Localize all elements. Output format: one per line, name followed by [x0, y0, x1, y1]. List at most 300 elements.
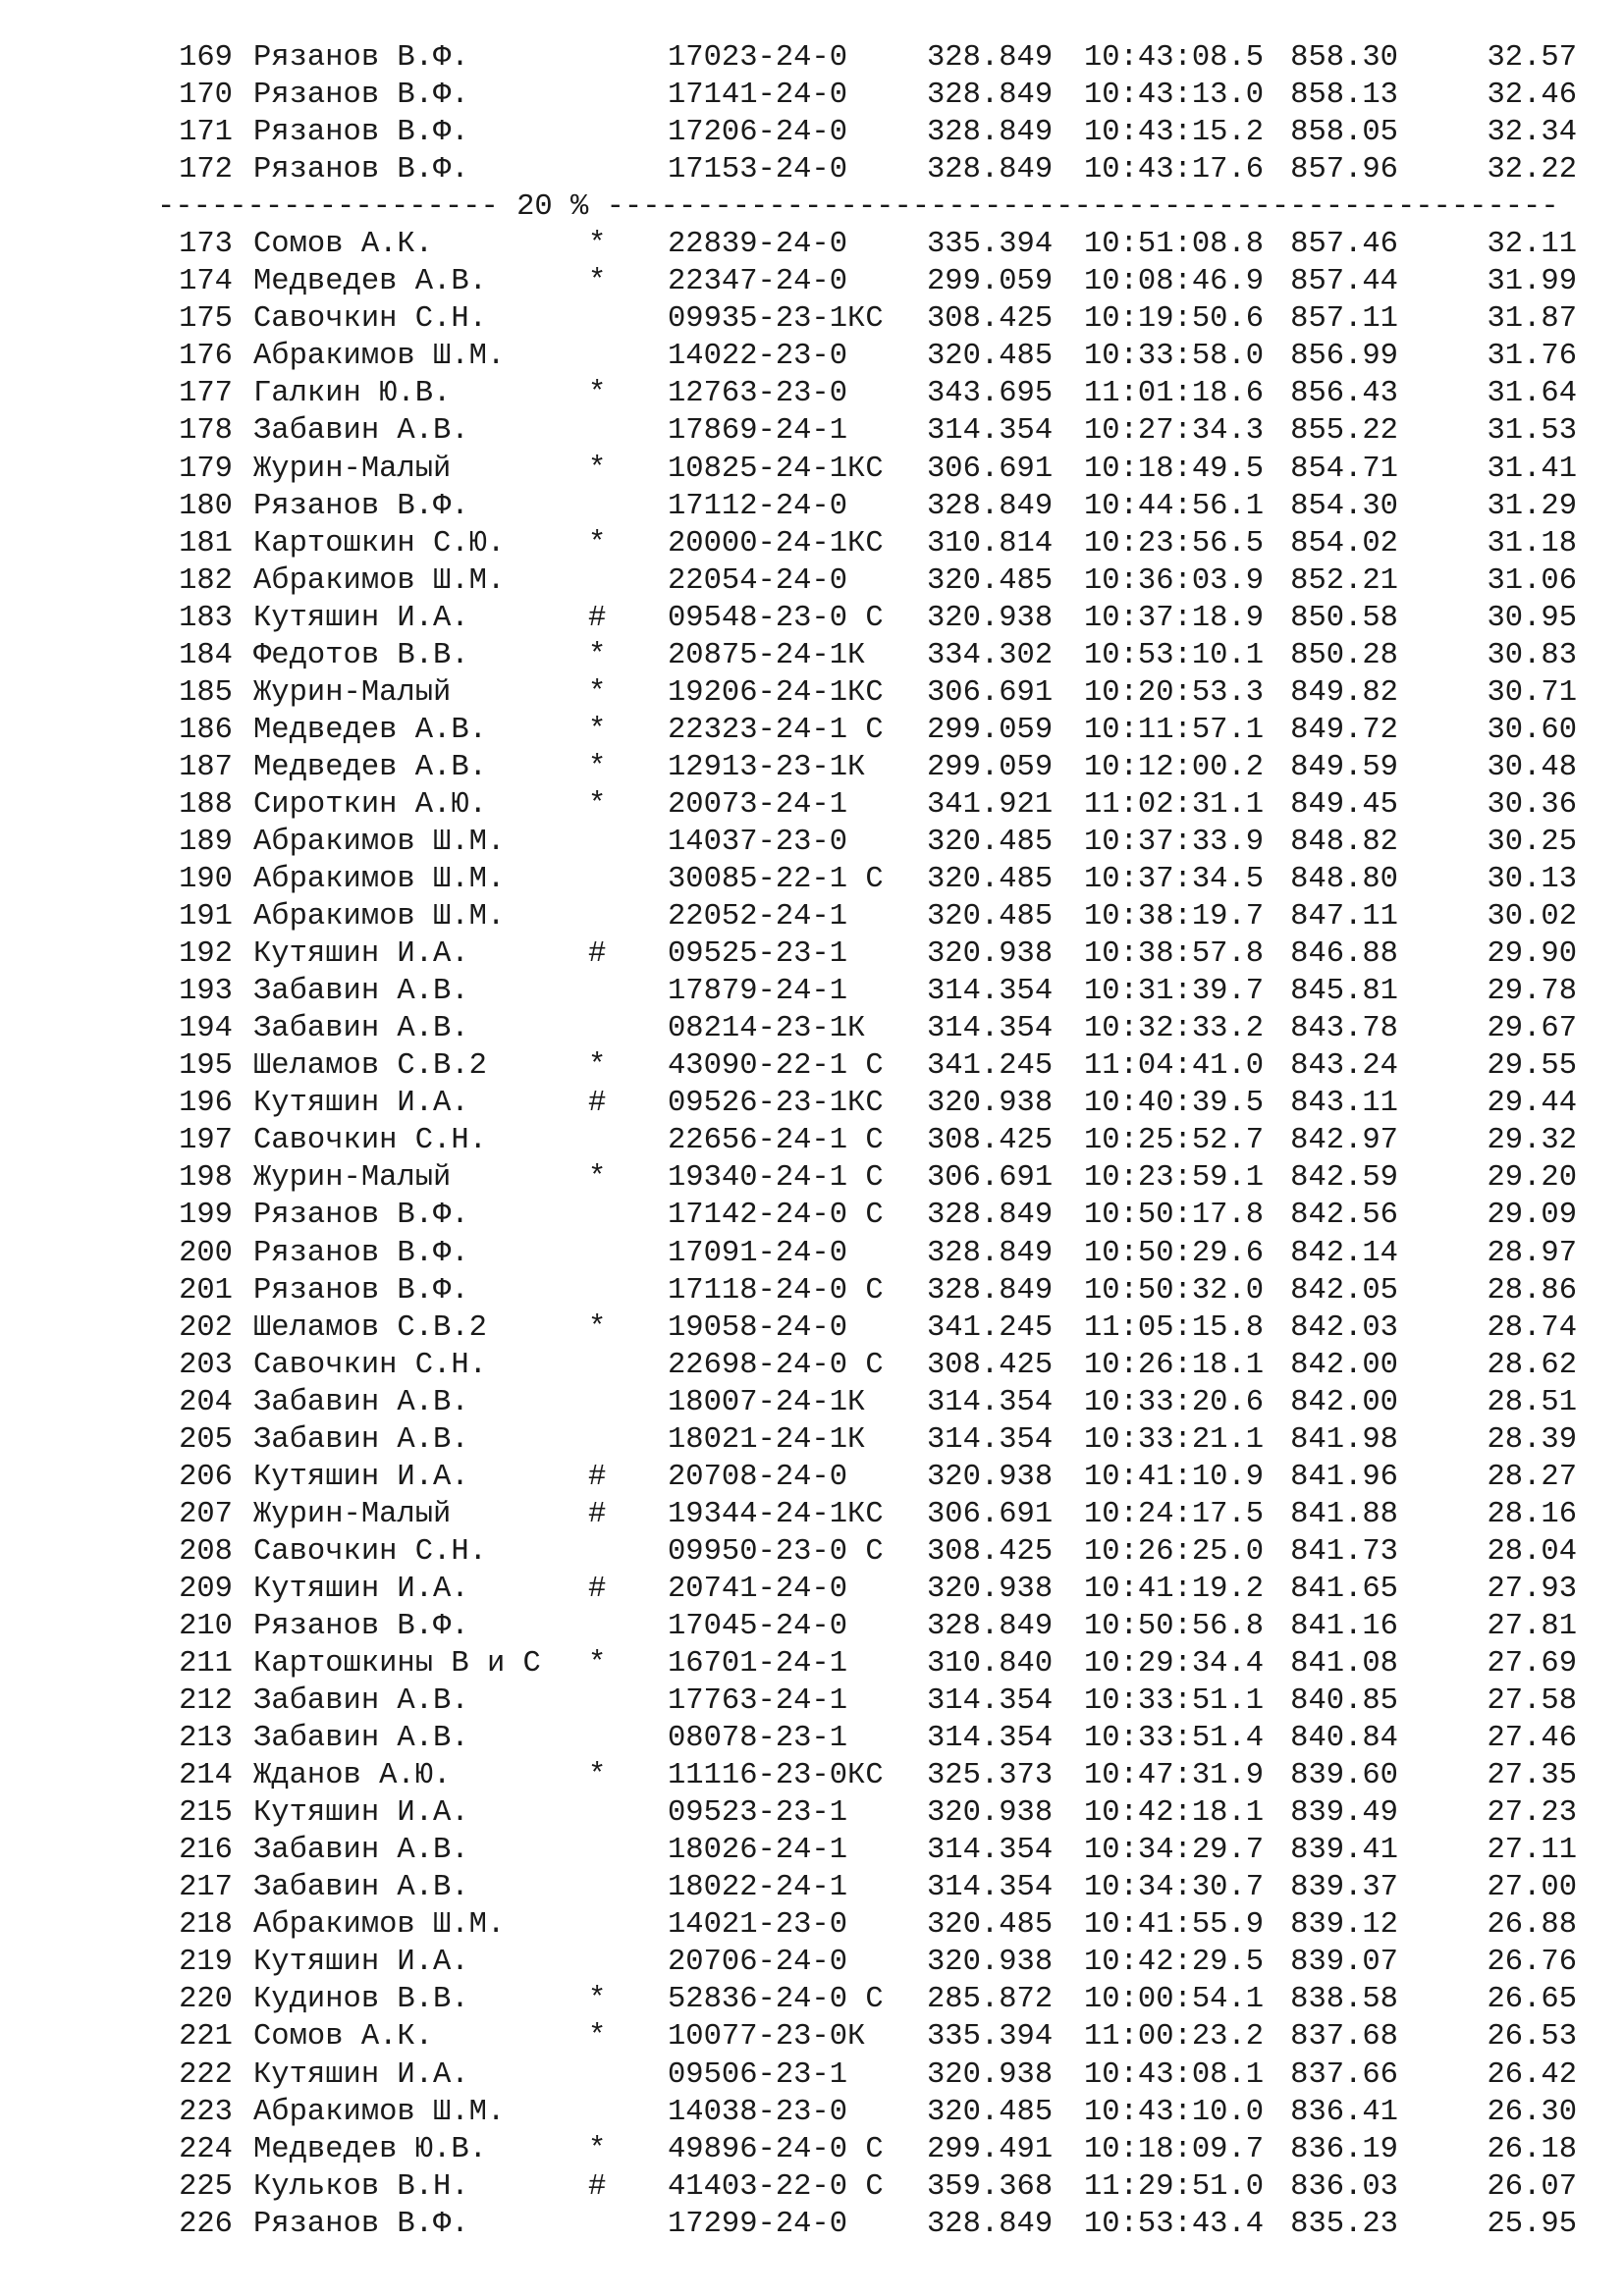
- rank-cell: 221: [179, 2020, 233, 2055]
- fancier-name-cell: Абракимов Ш.М.: [253, 1908, 506, 1943]
- result-row: [0, 1159, 1624, 1197]
- fancier-name-cell: Кудинов В.В.: [253, 1983, 469, 2017]
- ring-number-cell: 18022-24-1: [668, 1871, 848, 1905]
- ring-number-cell: 17299-24-0: [668, 2207, 848, 2241]
- arrival-time-cell: 10:38:57.8: [1084, 937, 1265, 972]
- fancier-name-cell: Журин-Малый: [253, 452, 452, 486]
- distance-cell: 328.849: [927, 79, 1054, 113]
- arrival-time-cell: 10:25:52.7: [1084, 1124, 1265, 1158]
- points-cell: 27.46: [1487, 1722, 1577, 1756]
- arrival-time-cell: 10:43:10.0: [1084, 2095, 1265, 2129]
- points-cell: 29.90: [1487, 937, 1577, 972]
- mark-cell: #: [588, 601, 607, 635]
- distance-cell: 308.425: [927, 1348, 1054, 1382]
- mark-cell: #: [588, 1087, 607, 1121]
- rank-cell: 185: [179, 675, 233, 710]
- points-cell: 28.16: [1487, 1497, 1577, 1531]
- mark-cell: *: [588, 1310, 607, 1345]
- rank-cell: 179: [179, 452, 233, 486]
- fancier-name-cell: Забавин А.В.: [253, 1871, 469, 1905]
- rank-cell: 193: [179, 975, 233, 1009]
- result-row: [0, 1235, 1624, 1272]
- speed-cell: 850.58: [1290, 601, 1398, 635]
- distance-cell: 320.938: [927, 1946, 1054, 1980]
- distance-cell: 306.691: [927, 1161, 1054, 1196]
- mark-cell: *: [588, 2132, 607, 2166]
- rank-cell: 209: [179, 1572, 233, 1606]
- distance-cell: 314.354: [927, 1834, 1054, 1868]
- points-cell: 31.76: [1487, 340, 1577, 374]
- arrival-time-cell: 10:44:56.1: [1084, 489, 1265, 523]
- rank-cell: 207: [179, 1497, 233, 1531]
- speed-cell: 849.72: [1290, 713, 1398, 747]
- rank-cell: 198: [179, 1161, 233, 1196]
- fancier-name-cell: Рязанов В.Ф.: [253, 2207, 469, 2241]
- points-cell: 27.00: [1487, 1871, 1577, 1905]
- fancier-name-cell: Абракимов Ш.М.: [253, 563, 506, 598]
- points-cell: 29.55: [1487, 1049, 1577, 1084]
- result-row: [0, 600, 1624, 637]
- distance-cell: 308.425: [927, 1534, 1054, 1569]
- fancier-name-cell: Медведев А.В.: [253, 750, 487, 784]
- arrival-time-cell: 10:00:54.1: [1084, 1983, 1265, 2017]
- ring-number-cell: 10077-23-0К: [668, 2020, 866, 2055]
- fancier-name-cell: Кутяшин И.А.: [253, 937, 469, 972]
- distance-cell: 335.394: [927, 2020, 1054, 2055]
- distance-cell: 320.938: [927, 1796, 1054, 1831]
- ring-number-cell: 11116-23-0КС: [668, 1759, 884, 1793]
- rank-cell: 206: [179, 1460, 233, 1494]
- result-row: [0, 1608, 1624, 1645]
- arrival-time-cell: 10:50:17.8: [1084, 1199, 1265, 1233]
- distance-cell: 328.849: [927, 1609, 1054, 1643]
- rank-cell: 175: [179, 302, 233, 337]
- arrival-time-cell: 11:00:23.2: [1084, 2020, 1265, 2055]
- ring-number-cell: 22839-24-0: [668, 228, 848, 262]
- arrival-time-cell: 10:33:51.4: [1084, 1722, 1265, 1756]
- distance-cell: 359.368: [927, 2169, 1054, 2204]
- arrival-time-cell: 11:29:51.0: [1084, 2169, 1265, 2204]
- fancier-name-cell: Забавин А.В.: [253, 1684, 469, 1719]
- rank-cell: 218: [179, 1908, 233, 1943]
- speed-cell: 841.98: [1290, 1422, 1398, 1457]
- arrival-time-cell: 10:24:17.5: [1084, 1497, 1265, 1531]
- distance-cell: 299.059: [927, 713, 1054, 747]
- ring-number-cell: 16701-24-1: [668, 1647, 848, 1682]
- fancier-name-cell: Савочкин С.Н.: [253, 1534, 487, 1569]
- arrival-time-cell: 10:50:56.8: [1084, 1609, 1265, 1643]
- rank-cell: 173: [179, 228, 233, 262]
- arrival-time-cell: 10:20:53.3: [1084, 675, 1265, 710]
- points-cell: 28.51: [1487, 1385, 1577, 1419]
- fancier-name-cell: Забавин А.В.: [253, 975, 469, 1009]
- arrival-time-cell: 11:02:31.1: [1084, 787, 1265, 822]
- points-cell: 31.06: [1487, 563, 1577, 598]
- distance-cell: 334.302: [927, 638, 1054, 672]
- ring-number-cell: 18007-24-1К: [668, 1385, 866, 1419]
- distance-cell: 285.872: [927, 1983, 1054, 2017]
- arrival-time-cell: 10:43:13.0: [1084, 79, 1265, 113]
- ring-number-cell: 20741-24-0: [668, 1572, 848, 1606]
- rank-cell: 182: [179, 563, 233, 598]
- distance-cell: 320.485: [927, 900, 1054, 934]
- ring-number-cell: 17879-24-1: [668, 975, 848, 1009]
- arrival-time-cell: 10:34:30.7: [1084, 1871, 1265, 1905]
- arrival-time-cell: 10:26:18.1: [1084, 1348, 1265, 1382]
- speed-cell: 846.88: [1290, 937, 1398, 972]
- ring-number-cell: 17141-24-0: [668, 79, 848, 113]
- ring-number-cell: 19340-24-1 С: [668, 1161, 884, 1196]
- distance-cell: 320.485: [927, 563, 1054, 598]
- ring-number-cell: 09525-23-1: [668, 937, 848, 972]
- result-row: [0, 1384, 1624, 1421]
- result-row: [0, 412, 1624, 450]
- points-cell: 31.29: [1487, 489, 1577, 523]
- speed-cell: 858.05: [1290, 116, 1398, 150]
- ring-number-cell: 19206-24-1КС: [668, 675, 884, 710]
- arrival-time-cell: 10:41:19.2: [1084, 1572, 1265, 1606]
- distance-cell: 320.485: [927, 825, 1054, 859]
- ring-number-cell: 18026-24-1: [668, 1834, 848, 1868]
- rank-cell: 202: [179, 1310, 233, 1345]
- distance-cell: 328.849: [927, 1236, 1054, 1270]
- mark-cell: *: [588, 750, 607, 784]
- arrival-time-cell: 10:43:17.6: [1084, 153, 1265, 187]
- fancier-name-cell: Забавин А.В.: [253, 1422, 469, 1457]
- points-cell: 26.65: [1487, 1983, 1577, 2017]
- points-cell: 27.11: [1487, 1834, 1577, 1868]
- fancier-name-cell: Рязанов В.Ф.: [253, 79, 469, 113]
- result-row: [0, 1010, 1624, 1047]
- points-cell: 28.27: [1487, 1460, 1577, 1494]
- ring-number-cell: 12913-23-1К: [668, 750, 866, 784]
- points-cell: 32.46: [1487, 79, 1577, 113]
- points-cell: 32.57: [1487, 41, 1577, 75]
- points-cell: 26.88: [1487, 1908, 1577, 1943]
- fancier-name-cell: Кутяшин И.А.: [253, 1946, 469, 1980]
- result-row: [0, 1832, 1624, 1869]
- points-cell: 31.99: [1487, 265, 1577, 299]
- arrival-time-cell: 10:18:09.7: [1084, 2132, 1265, 2166]
- rank-cell: 183: [179, 601, 233, 635]
- distance-cell: 314.354: [927, 1422, 1054, 1457]
- result-row: [0, 1794, 1624, 1832]
- rank-cell: 177: [179, 377, 233, 411]
- speed-cell: 839.37: [1290, 1871, 1398, 1905]
- arrival-time-cell: 10:12:00.2: [1084, 750, 1265, 784]
- arrival-time-cell: 10:23:59.1: [1084, 1161, 1265, 1196]
- result-row: [0, 1085, 1624, 1122]
- rank-cell: 204: [179, 1385, 233, 1419]
- ring-number-cell: 20706-24-0: [668, 1946, 848, 1980]
- result-row: [0, 824, 1624, 861]
- fancier-name-cell: Журин-Малый: [253, 675, 452, 710]
- result-row: [0, 1533, 1624, 1571]
- points-cell: 30.25: [1487, 825, 1577, 859]
- result-row: [0, 1272, 1624, 1309]
- distance-cell: 328.849: [927, 116, 1054, 150]
- ring-number-cell: 52836-24-0 С: [668, 1983, 884, 2017]
- ring-number-cell: 08078-23-1: [668, 1722, 848, 1756]
- distance-cell: 314.354: [927, 1012, 1054, 1046]
- points-cell: 30.36: [1487, 787, 1577, 822]
- ring-number-cell: 22347-24-0: [668, 265, 848, 299]
- speed-cell: 843.78: [1290, 1012, 1398, 1046]
- fancier-name-cell: Медведев А.В.: [253, 265, 487, 299]
- ring-number-cell: 09523-23-1: [668, 1796, 848, 1831]
- result-row: [0, 263, 1624, 300]
- result-row: [0, 1047, 1624, 1085]
- speed-cell: 841.16: [1290, 1609, 1398, 1643]
- rank-cell: 190: [179, 863, 233, 897]
- result-row: [0, 749, 1624, 786]
- speed-cell: 856.99: [1290, 340, 1398, 374]
- result-row: [0, 786, 1624, 824]
- arrival-time-cell: 10:36:03.9: [1084, 563, 1265, 598]
- distance-cell: 335.394: [927, 228, 1054, 262]
- ring-number-cell: 49896-24-0 С: [668, 2132, 884, 2166]
- mark-cell: *: [588, 1161, 607, 1196]
- result-row: [0, 375, 1624, 412]
- result-row: [0, 1720, 1624, 1757]
- speed-cell: 841.73: [1290, 1534, 1398, 1569]
- distance-cell: 343.695: [927, 377, 1054, 411]
- arrival-time-cell: 10:38:19.7: [1084, 900, 1265, 934]
- rank-cell: 215: [179, 1796, 233, 1831]
- speed-cell: 857.44: [1290, 265, 1398, 299]
- arrival-time-cell: 10:43:08.5: [1084, 41, 1265, 75]
- fancier-name-cell: Кутяшин И.А.: [253, 1796, 469, 1831]
- results-list-top: [0, 39, 1624, 188]
- points-cell: 29.20: [1487, 1161, 1577, 1196]
- speed-cell: 854.71: [1290, 452, 1398, 486]
- ring-number-cell: 14037-23-0: [668, 825, 848, 859]
- fancier-name-cell: Журин-Малый: [253, 1497, 452, 1531]
- ring-number-cell: 18021-24-1К: [668, 1422, 866, 1457]
- result-row: [0, 151, 1624, 188]
- distance-cell: 320.938: [927, 2057, 1054, 2092]
- speed-cell: 858.13: [1290, 79, 1398, 113]
- speed-cell: 841.96: [1290, 1460, 1398, 1494]
- fancier-name-cell: Журин-Малый: [253, 1161, 452, 1196]
- result-row: [0, 637, 1624, 674]
- fancier-name-cell: Савочкин С.Н.: [253, 302, 487, 337]
- distance-cell: 314.354: [927, 1684, 1054, 1719]
- rank-cell: 176: [179, 340, 233, 374]
- points-cell: 28.62: [1487, 1348, 1577, 1382]
- ring-number-cell: 17023-24-0: [668, 41, 848, 75]
- arrival-time-cell: 10:33:21.1: [1084, 1422, 1265, 1457]
- arrival-time-cell: 10:08:46.9: [1084, 265, 1265, 299]
- separator-label: 20 %: [516, 190, 589, 225]
- distance-cell: 314.354: [927, 1722, 1054, 1756]
- ring-number-cell: 43090-22-1 С: [668, 1049, 884, 1084]
- speed-cell: 842.00: [1290, 1385, 1398, 1419]
- ring-number-cell: 17118-24-0 С: [668, 1273, 884, 1308]
- result-row: [0, 226, 1624, 263]
- speed-cell: 850.28: [1290, 638, 1398, 672]
- mark-cell: #: [588, 1572, 607, 1606]
- mark-cell: *: [588, 265, 607, 299]
- ring-number-cell: 09548-23-0 С: [668, 601, 884, 635]
- speed-cell: 856.43: [1290, 377, 1398, 411]
- ring-number-cell: 17206-24-0: [668, 116, 848, 150]
- separator-right-dashes: -----------------------------------------------------: [606, 190, 1559, 225]
- rank-cell: 224: [179, 2132, 233, 2166]
- rank-cell: 217: [179, 1871, 233, 1905]
- fancier-name-cell: Картошкины В и С: [253, 1647, 541, 1682]
- distance-cell: 314.354: [927, 975, 1054, 1009]
- result-row: [0, 1869, 1624, 1906]
- ring-number-cell: 17142-24-0 С: [668, 1199, 884, 1233]
- distance-cell: 308.425: [927, 302, 1054, 337]
- fancier-name-cell: Абракимов Ш.М.: [253, 825, 506, 859]
- fancier-name-cell: Рязанов В.Ф.: [253, 116, 469, 150]
- fancier-name-cell: Сомов А.К.: [253, 2020, 434, 2055]
- rank-cell: 211: [179, 1647, 233, 1682]
- rank-cell: 172: [179, 153, 233, 187]
- result-row: [0, 674, 1624, 712]
- ring-number-cell: 17045-24-0: [668, 1609, 848, 1643]
- arrival-time-cell: 10:19:50.6: [1084, 302, 1265, 337]
- rank-cell: 210: [179, 1609, 233, 1643]
- result-row: [0, 1122, 1624, 1159]
- distance-cell: 320.485: [927, 340, 1054, 374]
- rank-cell: 181: [179, 526, 233, 561]
- speed-cell: 857.46: [1290, 228, 1398, 262]
- result-row: [0, 2094, 1624, 2131]
- mark-cell: *: [588, 526, 607, 561]
- arrival-time-cell: 10:33:58.0: [1084, 340, 1265, 374]
- distance-cell: 320.938: [927, 1572, 1054, 1606]
- rank-cell: 223: [179, 2095, 233, 2129]
- fancier-name-cell: Абракимов Ш.М.: [253, 900, 506, 934]
- rank-cell: 199: [179, 1199, 233, 1233]
- mark-cell: *: [588, 377, 607, 411]
- arrival-time-cell: 10:47:31.9: [1084, 1759, 1265, 1793]
- mark-cell: *: [588, 675, 607, 710]
- mark-cell: *: [588, 1759, 607, 1793]
- arrival-time-cell: 10:37:18.9: [1084, 601, 1265, 635]
- speed-cell: 857.11: [1290, 302, 1398, 337]
- rank-cell: 189: [179, 825, 233, 859]
- speed-cell: 847.11: [1290, 900, 1398, 934]
- speed-cell: 848.82: [1290, 825, 1398, 859]
- rank-cell: 178: [179, 414, 233, 449]
- arrival-time-cell: 10:23:56.5: [1084, 526, 1265, 561]
- rank-cell: 184: [179, 638, 233, 672]
- speed-cell: 852.21: [1290, 563, 1398, 598]
- result-row: [0, 1459, 1624, 1496]
- speed-cell: 842.05: [1290, 1273, 1398, 1308]
- arrival-time-cell: 10:34:29.7: [1084, 1834, 1265, 1868]
- ring-number-cell: 17112-24-0: [668, 489, 848, 523]
- mark-cell: #: [588, 1460, 607, 1494]
- result-row: [0, 973, 1624, 1010]
- speed-cell: 839.12: [1290, 1908, 1398, 1943]
- arrival-time-cell: 11:01:18.6: [1084, 377, 1265, 411]
- result-row: [0, 861, 1624, 898]
- arrival-time-cell: 10:26:25.0: [1084, 1534, 1265, 1569]
- speed-cell: 839.07: [1290, 1946, 1398, 1980]
- fancier-name-cell: Абракимов Ш.М.: [253, 863, 506, 897]
- ring-number-cell: 22052-24-1: [668, 900, 848, 934]
- rank-cell: 187: [179, 750, 233, 784]
- ring-number-cell: 14038-23-0: [668, 2095, 848, 2129]
- arrival-time-cell: 10:41:10.9: [1084, 1460, 1265, 1494]
- speed-cell: 837.68: [1290, 2020, 1398, 2055]
- rank-cell: 222: [179, 2057, 233, 2092]
- rank-cell: 205: [179, 1422, 233, 1457]
- speed-cell: 849.45: [1290, 787, 1398, 822]
- mark-cell: *: [588, 1647, 607, 1682]
- ring-number-cell: 09935-23-1КС: [668, 302, 884, 337]
- results-list: [0, 226, 1624, 2243]
- fancier-name-cell: Забавин А.В.: [253, 1834, 469, 1868]
- distance-cell: 320.485: [927, 1908, 1054, 1943]
- rank-cell: 194: [179, 1012, 233, 1046]
- rank-cell: 201: [179, 1273, 233, 1308]
- points-cell: 27.93: [1487, 1572, 1577, 1606]
- speed-cell: 842.00: [1290, 1348, 1398, 1382]
- fancier-name-cell: Сомов А.К.: [253, 228, 434, 262]
- points-cell: 30.13: [1487, 863, 1577, 897]
- separator-left-dashes: -------------------: [157, 190, 499, 225]
- rank-cell: 225: [179, 2169, 233, 2204]
- fancier-name-cell: Галкин Ю.В.: [253, 377, 452, 411]
- ring-number-cell: 19058-24-0: [668, 1310, 848, 1345]
- speed-cell: 854.02: [1290, 526, 1398, 561]
- distance-cell: 310.840: [927, 1647, 1054, 1682]
- result-row: [0, 1906, 1624, 1944]
- speed-cell: 836.03: [1290, 2169, 1398, 2204]
- result-row: [0, 114, 1624, 151]
- rank-cell: 180: [179, 489, 233, 523]
- fancier-name-cell: Рязанов В.Ф.: [253, 1199, 469, 1233]
- fancier-name-cell: Картошкин С.Ю.: [253, 526, 506, 561]
- fancier-name-cell: Савочкин С.Н.: [253, 1124, 487, 1158]
- rank-cell: 216: [179, 1834, 233, 1868]
- arrival-time-cell: 10:41:55.9: [1084, 1908, 1265, 1943]
- points-cell: 30.95: [1487, 601, 1577, 635]
- speed-cell: 842.03: [1290, 1310, 1398, 1345]
- speed-cell: 840.85: [1290, 1684, 1398, 1719]
- speed-cell: 857.96: [1290, 153, 1398, 187]
- distance-cell: 308.425: [927, 1124, 1054, 1158]
- fancier-name-cell: Савочкин С.Н.: [253, 1348, 487, 1382]
- mark-cell: *: [588, 713, 607, 747]
- speed-cell: 836.41: [1290, 2095, 1398, 2129]
- speed-cell: 841.08: [1290, 1647, 1398, 1682]
- distance-cell: 299.059: [927, 750, 1054, 784]
- distance-cell: 306.691: [927, 452, 1054, 486]
- arrival-time-cell: 10:11:57.1: [1084, 713, 1265, 747]
- speed-cell: 840.84: [1290, 1722, 1398, 1756]
- fancier-name-cell: Абракимов Ш.М.: [253, 340, 506, 374]
- result-row: [0, 1682, 1624, 1720]
- points-cell: 27.35: [1487, 1759, 1577, 1793]
- points-cell: 29.44: [1487, 1087, 1577, 1121]
- distance-cell: 341.245: [927, 1310, 1054, 1345]
- arrival-time-cell: 10:29:34.4: [1084, 1647, 1265, 1682]
- distance-cell: 314.354: [927, 1385, 1054, 1419]
- speed-cell: 845.81: [1290, 975, 1398, 1009]
- points-cell: 26.18: [1487, 2132, 1577, 2166]
- fancier-name-cell: Рязанов В.Ф.: [253, 41, 469, 75]
- rank-cell: 170: [179, 79, 233, 113]
- arrival-time-cell: 11:04:41.0: [1084, 1049, 1265, 1084]
- speed-cell: 841.65: [1290, 1572, 1398, 1606]
